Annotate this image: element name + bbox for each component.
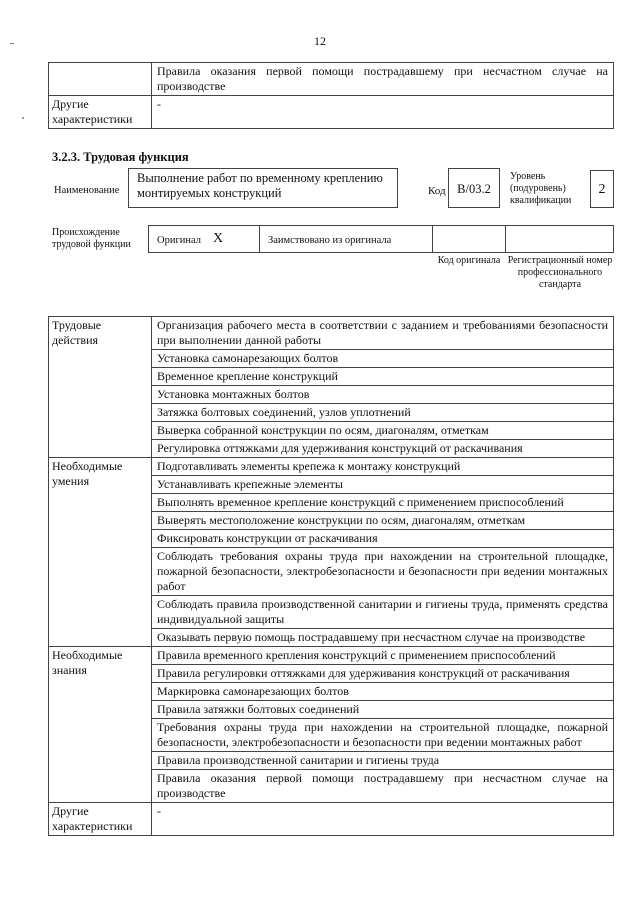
table-row xyxy=(49,647,614,665)
list-item: Правила производственной санитарии и гигиены труда xyxy=(152,752,614,770)
list-item: Временное крепление конструкций xyxy=(152,368,614,386)
list-item: Фиксировать конструкции от раскачивания xyxy=(152,530,614,548)
list-item: Соблюдать правила производственной санитарии и гигиены труда, применять средства индивидуальной защиты xyxy=(152,596,614,629)
borrowed-cell xyxy=(259,225,433,253)
section-title: 3.2.3. Трудовая функция xyxy=(52,150,189,164)
original-label: Оригинал xyxy=(157,235,201,246)
list-item: Регулировка оттяжками для удерживания конструкций от раскачивания xyxy=(152,440,614,458)
row-label: Трудовые действия xyxy=(49,317,152,458)
list-item: Правила временного крепления конструкций с применением приспособлений xyxy=(152,647,614,665)
code-original-caption: Код оригинала xyxy=(437,255,501,266)
level-label: Уровень (подуровень) квалификации xyxy=(510,171,572,206)
list-item: Маркировка самонарезающих болтов xyxy=(152,683,614,701)
list-item: Правила регулировки оттяжками для удерживания конструкций от раскачивания xyxy=(152,665,614,683)
table-row xyxy=(49,803,614,836)
row-value: Правила оказания первой помощи пострадавшему при несчастном случае на производстве xyxy=(152,63,614,96)
row-value: - xyxy=(152,96,614,129)
list-item: Организация рабочего места в соответствии с заданием и требованиями безопасности при выполнении данной работы xyxy=(152,317,614,350)
list-item: Установка монтажных болтов xyxy=(152,386,614,404)
name-label: Наименование xyxy=(54,185,120,196)
list-item: Оказывать первую помощь пострадавшему при несчастном случае на производстве xyxy=(152,629,614,647)
list-item: Подготавливать элементы крепежа к монтажу конструкций xyxy=(152,458,614,476)
borrowed-label: Заимствовано из оригинала xyxy=(268,235,392,246)
list-item: Соблюдать требования охраны труда при нахождении на строительной площадке, пожарной безопасности, электробезопасности и безопасности при ведении монтажных работ xyxy=(152,548,614,596)
table-row xyxy=(49,96,614,129)
list-item: - xyxy=(152,803,614,836)
row-label: Необходимые умения xyxy=(49,458,152,647)
list-item: Требования охраны труда при нахождении на строительной площадке, пожарной безопасности, электробезопасности и безопасности при ведении монтажных работ xyxy=(152,719,614,752)
list-item: Выполнять временное крепление конструкций с применением приспособлений xyxy=(152,494,614,512)
code-original-cell xyxy=(432,225,506,253)
list-item: Правила оказания первой помощи пострадавшему при несчастном случае на производстве xyxy=(152,770,614,803)
list-item: Устанавливать крепежные элементы xyxy=(152,476,614,494)
scan-dot xyxy=(22,117,24,119)
table-row xyxy=(49,63,614,96)
list-item: Установка самонарезающих болтов xyxy=(152,350,614,368)
table-row xyxy=(49,458,614,476)
code-value: В/03.2 xyxy=(448,168,500,208)
list-item: Выверять местоположение конструкции по осям, диагоналям, отметкам xyxy=(152,512,614,530)
list-item: Затяжка болтовых соединений, узлов уплотнений xyxy=(152,404,614,422)
reg-number-cell xyxy=(505,225,614,253)
origin-label: Происхождение трудовой функции xyxy=(52,227,131,250)
row-label: Другие характеристики xyxy=(49,803,152,836)
list-item: Выверка собранной конструкции по осям, диагоналям, отметкам xyxy=(152,422,614,440)
code-label: Код xyxy=(428,185,446,197)
top-table xyxy=(48,62,614,129)
list-item: Правила затяжки болтовых соединений xyxy=(152,701,614,719)
reg-number-caption: Регистрационный номер профессионального стандарта xyxy=(507,255,613,290)
name-value: Выполнение работ по временному креплению монтируемых конструкций xyxy=(128,168,398,208)
table-row xyxy=(49,317,614,350)
row-label: Необходимые знания xyxy=(49,647,152,803)
original-mark: X xyxy=(213,231,224,246)
original-cell xyxy=(148,225,260,253)
main-table xyxy=(48,316,614,836)
row-label: Другие характеристики xyxy=(49,96,152,129)
level-value: 2 xyxy=(590,170,614,208)
page-number: 12 xyxy=(314,34,326,48)
row-label xyxy=(49,63,152,96)
